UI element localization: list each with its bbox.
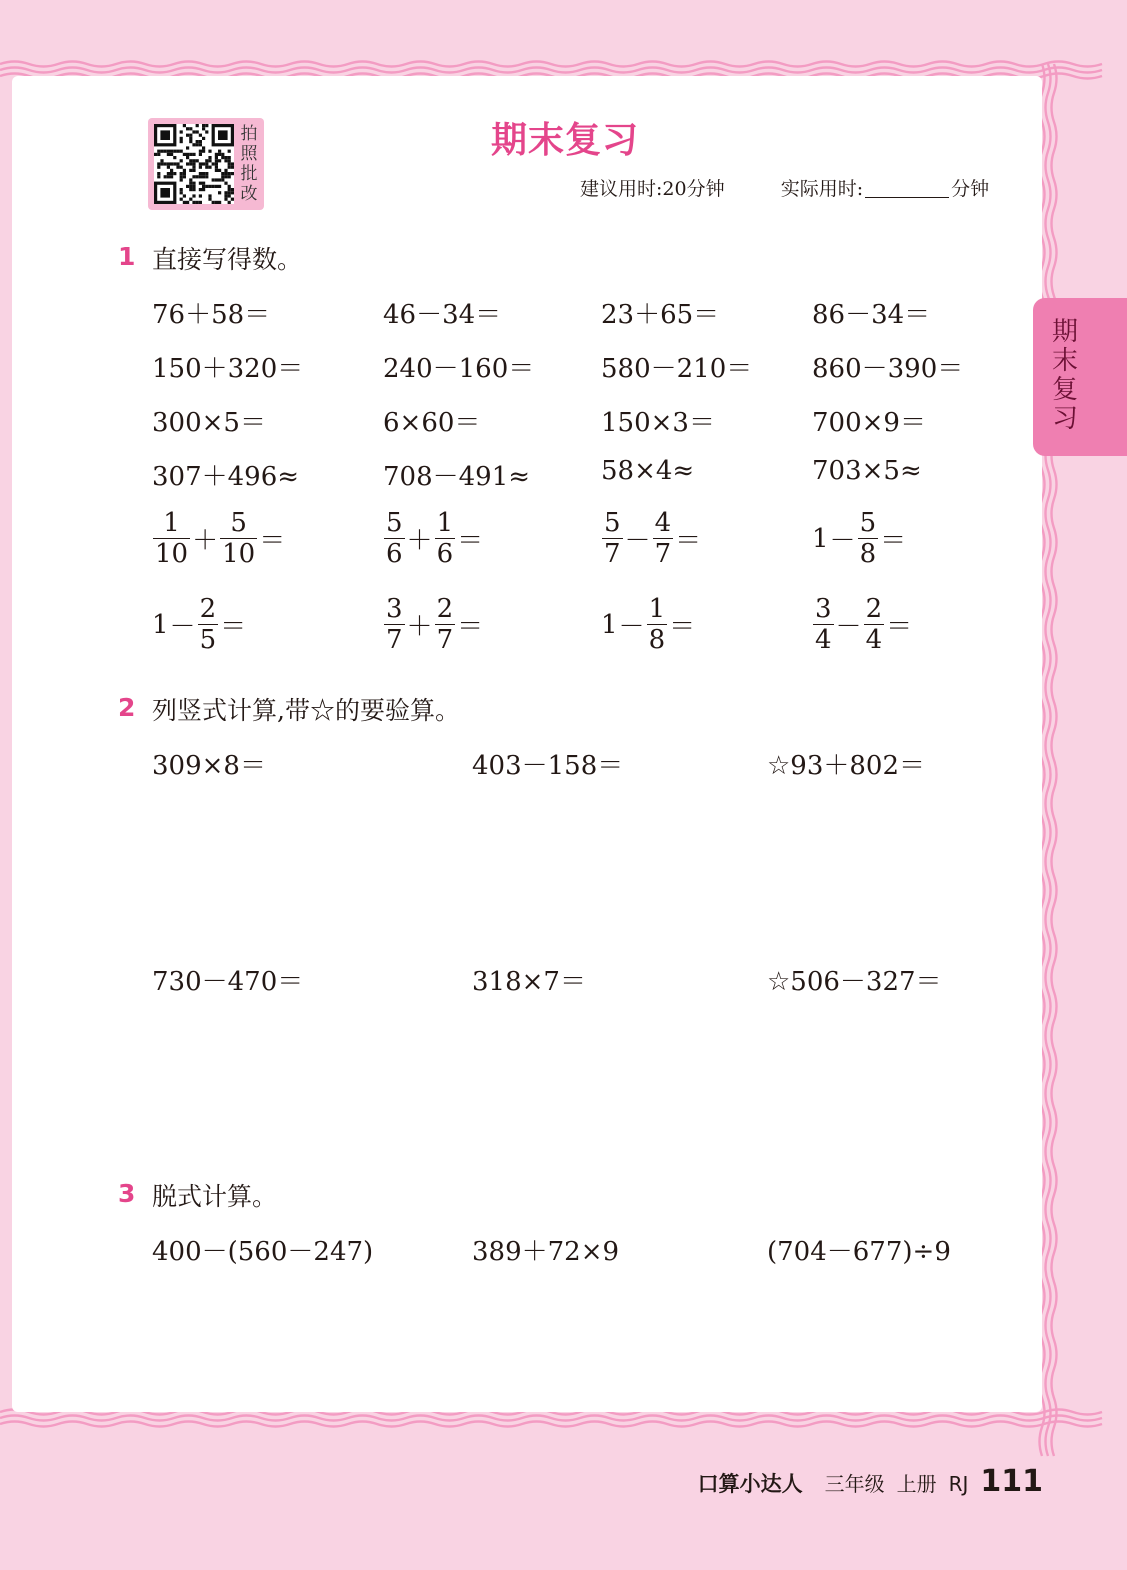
- whole-number: 1: [152, 609, 169, 640]
- page-footer: [698, 1464, 1043, 1499]
- section-2-title: 列竖式计算,带☆的要验算。: [152, 696, 460, 725]
- oral-problem: 307＋496≈: [152, 462, 300, 492]
- fraction-problem: [812, 594, 913, 655]
- section-1-number: 1: [118, 242, 136, 271]
- qr-label: 拍 照 批 改: [240, 124, 258, 204]
- oral-problem: 860－390＝: [812, 354, 964, 384]
- numerator: 1: [648, 594, 666, 624]
- numerator: 2: [436, 594, 454, 624]
- numerator: 2: [199, 594, 217, 624]
- denominator: 8: [648, 625, 666, 655]
- fraction: [220, 508, 257, 569]
- fraction-problem: [152, 594, 247, 655]
- qr-badge[interactable]: [148, 118, 264, 210]
- actual-time-blank[interactable]: [865, 179, 949, 198]
- denominator: 5: [199, 625, 217, 655]
- fraction-problem: [812, 508, 907, 569]
- fraction-problem: [383, 508, 484, 569]
- operator: －: [169, 612, 196, 642]
- numerator: 4: [654, 508, 672, 538]
- vertical-calc-problem: ☆506－327＝: [767, 967, 942, 997]
- section-3-number: 3: [118, 1179, 136, 1208]
- equals-sign: ＝: [886, 612, 913, 642]
- whole-number: 1: [601, 609, 618, 640]
- oral-problem: 240－160＝: [383, 354, 535, 384]
- vertical-calc-problem: 403－158＝: [472, 751, 624, 781]
- denominator: 4: [865, 625, 883, 655]
- footer-grade: 三年级: [824, 1472, 885, 1496]
- numerator: 5: [859, 508, 877, 538]
- equals-sign: ＝: [880, 526, 907, 556]
- denominator: 4: [815, 625, 832, 655]
- operator: －: [618, 612, 645, 642]
- fraction: [435, 508, 456, 569]
- vertical-calc-problem: ☆93＋802＝: [767, 751, 926, 781]
- fraction: [602, 508, 623, 569]
- denominator: 7: [436, 625, 454, 655]
- oral-problem: 150×3＝: [601, 408, 715, 438]
- numerator: 5: [604, 508, 621, 538]
- denominator: 8: [859, 539, 877, 569]
- operator: ＋: [406, 526, 433, 556]
- page-title: 期末复习: [490, 120, 639, 161]
- fraction: [198, 594, 219, 655]
- section-1-title: 直接写得数。: [152, 245, 303, 274]
- fraction: [858, 508, 879, 569]
- denominator: 10: [155, 539, 189, 569]
- page-number: 111: [980, 1464, 1043, 1499]
- side-tab[interactable]: [1033, 298, 1127, 456]
- numerator: 5: [386, 508, 403, 538]
- qr-code-icon: [154, 124, 234, 204]
- numerator: 2: [865, 594, 883, 624]
- equals-sign: ＝: [457, 526, 484, 556]
- fraction: [813, 594, 834, 655]
- denominator: 7: [386, 625, 403, 655]
- oral-problem: 700×9＝: [812, 408, 926, 438]
- operator: －: [835, 612, 862, 642]
- fraction-problem: [152, 508, 286, 569]
- fraction: [153, 508, 190, 569]
- oral-problem: 58×4≈: [601, 456, 695, 486]
- step-calc-problem: (704－677)÷9: [767, 1237, 951, 1267]
- oral-problem: 708－491≈: [383, 462, 531, 492]
- actual-time-label: 实际用时:: [780, 178, 864, 200]
- oral-problem: 580－210＝: [601, 354, 753, 384]
- footer-volume: 上册: [896, 1472, 937, 1496]
- equals-sign: ＝: [675, 526, 702, 556]
- equals-sign: ＝: [220, 612, 247, 642]
- denominator: 10: [222, 539, 256, 569]
- operator: －: [829, 526, 856, 556]
- numerator: 3: [386, 594, 403, 624]
- fraction: [384, 594, 405, 655]
- denominator: 6: [386, 539, 403, 569]
- suggested-time: 建议用时:20分钟: [580, 178, 725, 200]
- operator: ＋: [192, 526, 219, 556]
- step-calc-problem: 389＋72×9: [472, 1237, 620, 1267]
- oral-problem: 86－34＝: [812, 300, 931, 330]
- fraction: [435, 594, 456, 655]
- oral-problem: 703×5≈: [812, 456, 922, 486]
- time-row: [580, 174, 989, 201]
- denominator: 6: [436, 539, 454, 569]
- fraction: [653, 508, 674, 569]
- fraction: [864, 594, 885, 655]
- footer-brand: 口算小达人: [697, 1472, 803, 1496]
- oral-problem: 150＋320＝: [152, 354, 304, 384]
- section-2-number: 2: [118, 693, 136, 722]
- equals-sign: ＝: [457, 612, 484, 642]
- vertical-calc-problem: 309×8＝: [152, 751, 266, 781]
- operator: ＋: [406, 612, 433, 642]
- step-calc-problem: 400－(560－247): [152, 1237, 374, 1267]
- numerator: 1: [163, 508, 180, 538]
- fraction: [384, 508, 405, 569]
- operator: －: [624, 526, 651, 556]
- whole-number: 1: [812, 523, 829, 554]
- footer-edition: RJ: [948, 1472, 969, 1496]
- fraction: [647, 594, 668, 655]
- actual-time-unit: 分钟: [951, 178, 990, 200]
- numerator: 5: [230, 508, 247, 538]
- oral-problem: 76＋58＝: [152, 300, 271, 330]
- oral-problem: 6×60＝: [383, 408, 481, 438]
- oral-problem: 300×5＝: [152, 408, 266, 438]
- equals-sign: ＝: [669, 612, 696, 642]
- numerator: 3: [815, 594, 832, 624]
- section-3-title: 脱式计算。: [152, 1182, 278, 1211]
- vertical-calc-problem: 318×7＝: [472, 967, 586, 997]
- numerator: 1: [436, 508, 454, 538]
- denominator: 7: [654, 539, 672, 569]
- oral-problem: 23＋65＝: [601, 300, 720, 330]
- denominator: 7: [604, 539, 621, 569]
- fraction-problem: [601, 508, 702, 569]
- oral-problem: 46－34＝: [383, 300, 502, 330]
- fraction-problem: [601, 594, 696, 655]
- fraction-problem: [383, 594, 484, 655]
- equals-sign: ＝: [259, 526, 286, 556]
- side-tab-label: 期 末 复 习: [1051, 317, 1078, 434]
- vertical-calc-problem: 730－470＝: [152, 967, 304, 997]
